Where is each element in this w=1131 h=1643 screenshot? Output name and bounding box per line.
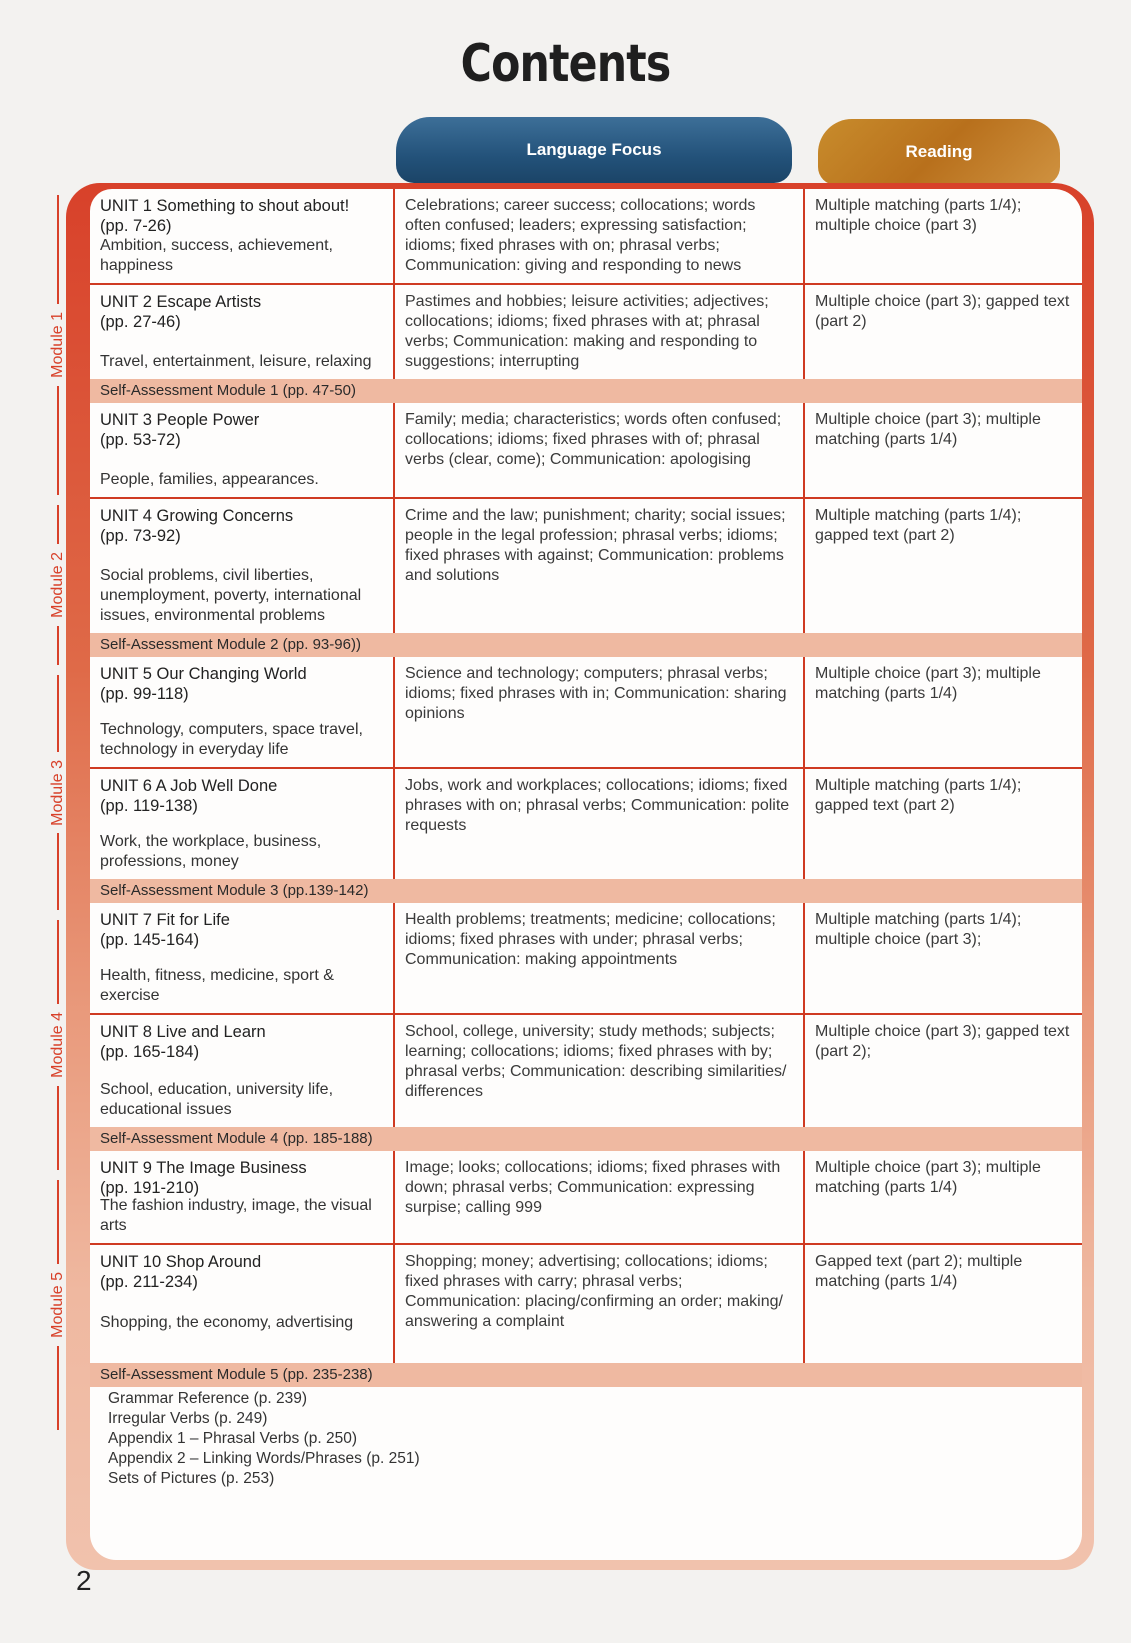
unit-title: UNIT 10 Shop Around [100,1253,262,1271]
unit-row-7 [90,903,1082,1015]
language-focus-cell: Family; media; characteristics; words often confused; collocations; idioms; fixed phrases with of; phrasal verbs (clear, come); Communication: apologising [395,403,805,497]
tab-reading [818,119,1060,185]
unit-row-8 [90,1015,1082,1127]
unit-pages: (pp. 191-210) [100,1179,200,1197]
unit-topics: Health, fitness, medicine, sport & exercise [100,967,334,1004]
self-assessment-band: Self-Assessment Module 1 (pp. 47-50) [90,379,1082,403]
unit-row-3 [90,403,1082,499]
unit-cell [90,189,395,283]
unit-cell [90,1151,395,1243]
reading-cell: Multiple matching (parts 1/4); multiple choice (part 3); [815,911,1022,948]
unit-title: UNIT 6 A Job Well Done [100,777,278,795]
module-name: Module 1 [49,312,66,378]
reading-cell: Multiple choice (part 3); gapped text (part 2) [815,293,1070,330]
unit-row-2 [90,285,1082,379]
module-5-label [48,1180,68,1430]
language-focus-cell: School, college, university; study methods; subjects; learning; collocations; idioms; fixed phrases with by; phrasal verbs; Communication: describing similarities/ differences [395,1015,805,1127]
unit-cell [90,285,395,379]
page-title: Contents [460,34,671,94]
unit-cell [90,499,395,633]
list-item: Irregular Verbs (p. 249) [108,1410,268,1427]
unit-cell [90,1245,395,1365]
language-focus-cell: Jobs, work and workplaces; collocations; idioms; fixed phrases with on; phrasal verbs; Communication: polite requests [395,769,805,879]
reading-cell: Multiple choice (part 3); multiple matching (parts 1/4) [815,411,1041,448]
module-name: Module 4 [49,1012,66,1078]
module-name: Module 2 [49,552,66,618]
self-assessment-band: Self-Assessment Module 4 (pp. 185-188) [90,1127,1082,1151]
unit-pages: (pp. 7-26) [100,217,172,235]
language-focus-cell: Image; looks; collocations; idioms; fixed phrases with down; phrasal verbs; Communication: expressing surpise; calling 999 [395,1151,805,1243]
reading-cell: Multiple choice (part 3); multiple matching (parts 1/4) [815,665,1041,702]
list-item: Grammar Reference (p. 239) [108,1390,307,1407]
divider [57,626,59,665]
module-1-label [48,195,68,495]
unit-pages: (pp. 145-164) [100,931,200,949]
language-focus-cell: Science and technology; computers; phrasal verbs; idioms; fixed phrases with in; Communication: sharing opinions [395,657,805,767]
unit-title: UNIT 3 People Power [100,411,260,429]
divider [57,195,59,304]
unit-title: UNIT 7 Fit for Life [100,911,230,929]
unit-row-9 [90,1151,1082,1245]
divider [57,1346,59,1430]
unit-topics: School, education, university life, educational issues [100,1081,334,1118]
self-assessment-band: Self-Assessment Module 3 (pp.139-142) [90,879,1082,903]
contents-frame [66,183,1094,1570]
divider [57,505,59,544]
unit-topics: Social problems, civil liberties, unemployment, poverty, international issues, environmental problems [100,567,362,624]
unit-pages: (pp. 27-46) [100,313,181,331]
unit-pages: (pp. 211-234) [100,1273,198,1291]
reading-cell: Multiple matching (parts 1/4); multiple choice (part 3) [815,197,1022,234]
divider [57,386,59,495]
list-item: Appendix 1 – Phrasal Verbs (p. 250) [108,1430,358,1447]
unit-topics: The fashion industry, image, the visual arts [100,1197,372,1234]
unit-title: UNIT 2 Escape Artists [100,293,262,311]
unit-cell [90,657,395,767]
page-number: 2 [76,1565,92,1596]
unit-title: UNIT 8 Live and Learn [100,1023,266,1041]
tab-reading-label: Reading [905,142,973,161]
divider [57,1086,59,1170]
reading-cell: Multiple matching (parts 1/4); gapped text (part 2) [815,777,1022,814]
module-2-label [48,505,68,665]
reading-cell: Multiple choice (part 3); multiple matching (parts 1/4) [815,1159,1041,1196]
unit-cell [90,903,395,1013]
unit-pages: (pp. 99-118) [100,685,189,703]
language-focus-cell: Pastimes and hobbies; leisure activities; adjectives; collocations; idioms; fixed phrases with at; phrasal verbs; Communication: making and responding to suggestions; interrupting [395,285,805,379]
list-item: Appendix 2 – Linking Words/Phrases (p. 251) [108,1450,420,1467]
divider [57,920,59,1004]
list-item: Sets of Pictures (p. 253) [108,1470,275,1487]
tab-language-focus [396,117,792,183]
self-assessment-band: Self-Assessment Module 5 (pp. 235-238) [90,1363,1082,1387]
unit-topics: People, families, appearances. [100,471,319,488]
module-3-label [48,675,68,910]
unit-topics: Shopping, the economy, advertising [100,1314,354,1331]
unit-row-4 [90,499,1082,633]
unit-topics: Travel, entertainment, leisure, relaxing [100,353,372,370]
language-focus-cell: Celebrations; career success; collocations; words often confused; leaders; expressing satisfaction; idioms; fixed phrases with on; phrasal verbs; Communication: giving and responding to news [395,189,805,283]
tab-language-focus-label: Language Focus [526,140,662,159]
unit-cell [90,769,395,879]
appendix-list [108,1389,420,1489]
language-focus-cell: Health problems; treatments; medicine; collocations; idioms; fixed phrases with under; phrasal verbs; Communication: making appointments [395,903,805,1013]
module-name: Module 3 [49,759,66,826]
reading-cell: Multiple choice (part 3); gapped text (part 2); [815,1023,1070,1060]
module-name: Module 5 [49,1272,66,1338]
unit-topics: Work, the workplace, business, professions, money [100,833,322,870]
divider [57,675,59,752]
divider [57,1180,59,1264]
language-focus-cell: Crime and the law; punishment; charity; social issues; people in the legal profession; phrasal verbs; idioms; fixed phrases with against; Communication: problems and solutions [395,499,805,633]
unit-row-6 [90,769,1082,879]
unit-title: UNIT 5 Our Changing World [100,665,307,683]
contents-table [90,189,1082,1560]
unit-row-1 [90,189,1082,285]
unit-row-10 [90,1245,1082,1365]
unit-topics: Ambition, success, achievement, happiness [100,237,333,274]
unit-cell [90,403,395,497]
unit-pages: (pp. 73-92) [100,527,181,545]
self-assessment-band: Self-Assessment Module 2 (pp. 93-96)) [90,633,1082,657]
unit-row-5 [90,657,1082,769]
reading-cell: Gapped text (part 2); multiple matching (parts 1/4) [815,1253,1023,1290]
unit-pages: (pp. 53-72) [100,431,181,449]
reading-cell: Multiple matching (parts 1/4); gapped text (part 2) [815,507,1022,544]
unit-pages: (pp. 119-138) [100,797,198,815]
unit-topics: Technology, computers, space travel, technology in everyday life [100,721,363,758]
language-focus-cell: Shopping; money; advertising; collocations; idioms; fixed phrases with carry; phrasal verbs; Communication: placing/confirming an order; making/ answering a complaint [395,1245,805,1365]
unit-pages: (pp. 165-184) [100,1043,200,1061]
unit-title: UNIT 9 The Image Business [100,1159,307,1177]
unit-title: UNIT 1 Something to shout about! [100,197,350,215]
unit-title: UNIT 4 Growing Concerns [100,507,294,525]
divider [57,833,59,910]
module-4-label [48,920,68,1170]
unit-cell [90,1015,395,1127]
